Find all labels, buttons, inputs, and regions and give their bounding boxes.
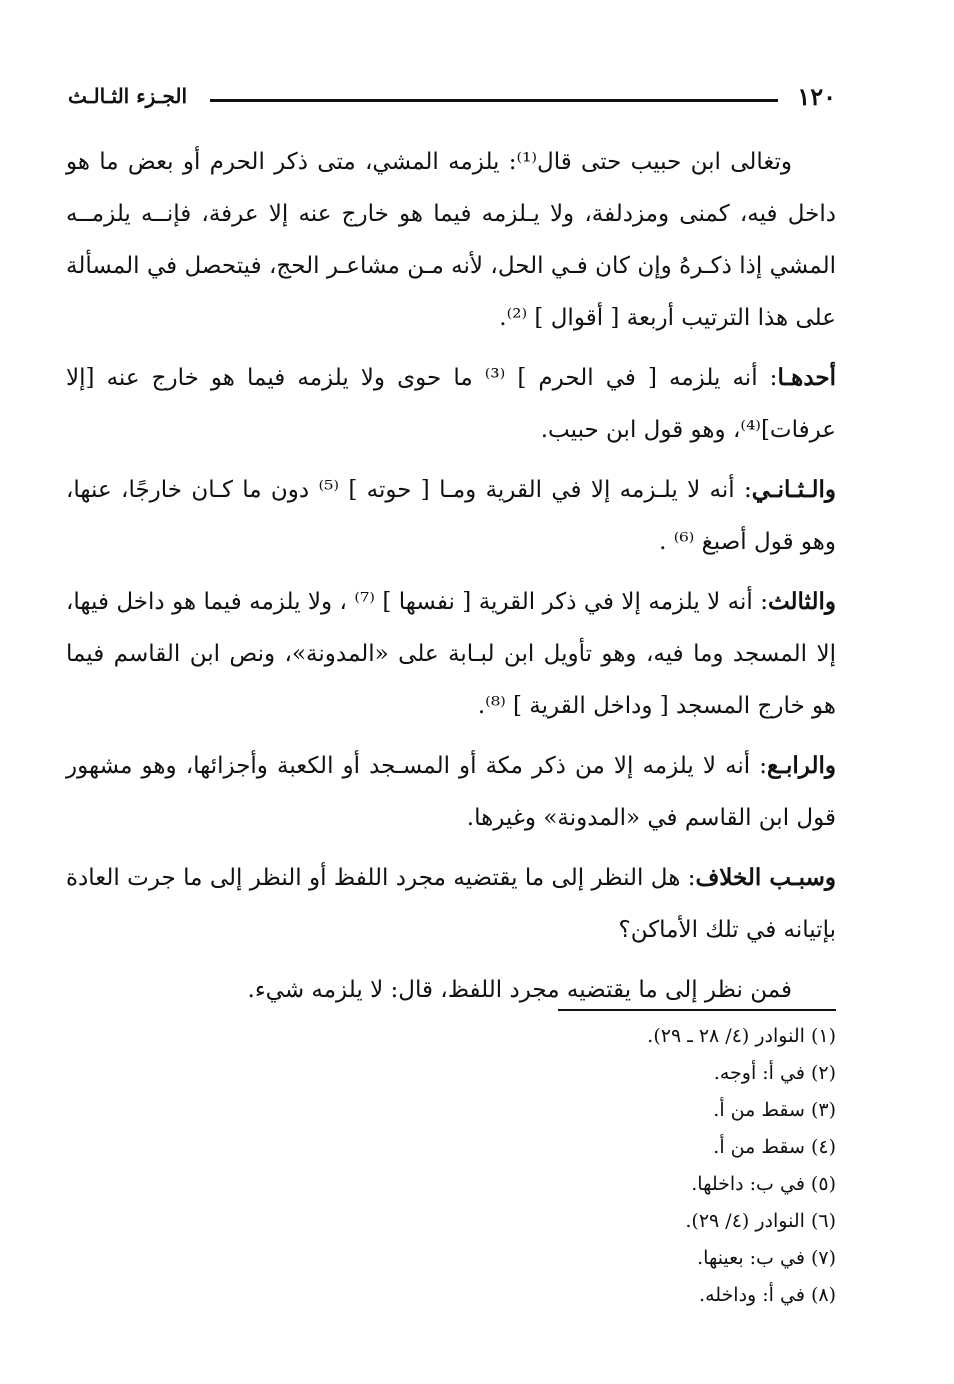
footnote-item: (٥) في ب: داخلها.	[691, 1173, 836, 1195]
footnote-item: (٤) سقط من أ.	[713, 1136, 836, 1158]
paragraph-text: : أنه يلزمه [ في الحرم ] ⁽³⁾ ما حوى ولا يلزمه فيما هو خارج عنه [إلا عرفات]⁽⁴⁾، وهو قول ابن حبيب.	[66, 365, 836, 443]
footnote-item: (٨) في أ: وداخله.	[699, 1284, 836, 1306]
paragraph-second-opinion	[66, 464, 836, 568]
footnote-separator	[558, 1009, 836, 1011]
paragraph-reason-of-dispute	[66, 852, 836, 956]
paragraph-lead: والثالث	[767, 588, 836, 615]
footnote-item: (٢) في أ: أوجه.	[713, 1062, 836, 1084]
paragraph-text: وتغالى ابن حبيب حتى قال⁽¹⁾: يلزمه المشي، متى ذكر الحرم أو بعض ما هو داخل فيه، كمنى ومزدلفة، ولا يـلزمه فيما هو خارج عنه إلا عرفة، فإنــه يلزمــه المشي إذا ذكـرهُ وإن كان فـي الحل، لأنه مـن مشاعـر الحج، فيتحصل في المسألة على هذا الترتيب أربعة [ أقوال ] ⁽²⁾.	[66, 149, 836, 331]
footnote-item: (٧) في ب: بعينها.	[697, 1247, 836, 1269]
main-text	[66, 136, 836, 1024]
header-rule	[210, 99, 778, 102]
page-header	[68, 78, 836, 118]
paragraph-text: : أنه لا يلزمه إلا في ذكر القرية [ نفسها ] ⁽⁷⁾ ، ولا يلزمه فيما هو داخل فيها، إلا المسجد وما فيه، وهو تأويل ابن لبـابة على «المدونة»، ونص ابن القاسم فيما هو خارج المسجد [ وداخل القرية ] ⁽⁸⁾.	[66, 589, 836, 719]
paragraph-text: : أنه لا يلزمه إلا من ذكر مكة أو المسـجد أو الكعبة وأجزائها، وهو مشهور قول ابن القاسم في «المدونة» وغيرها.	[66, 753, 836, 831]
paragraph-text: : هل النظر إلى ما يقتضيه مجرد اللفظ أو النظر إلى ما جرت العادة بإتيانه في تلك الأماكن؟	[66, 865, 836, 943]
footnote-item: (١) النوادر (٤/ ٢٨ ـ ٢٩).	[647, 1025, 836, 1047]
paragraph-lead: والرابـع	[767, 752, 836, 779]
paragraph-text: : أنه لا يلـزمه إلا في القرية ومـا [ حوته ] ⁽⁵⁾ دون ما كـان خارجًا، عنها، وهو قول أصبغ ⁽⁶⁾ .	[66, 477, 836, 555]
page-number: ١٢٠	[797, 82, 836, 111]
paragraph-fourth-opinion	[66, 740, 836, 844]
paragraph-lead: وسبـب الخلاف	[695, 864, 836, 891]
footnote-item: (٦) النوادر (٤/ ٢٩).	[685, 1210, 836, 1232]
paragraph-intro	[66, 136, 836, 344]
paragraph-third-opinion	[66, 576, 836, 732]
paragraph-first-opinion	[66, 352, 836, 456]
paragraph-text: فمن نظر إلى ما يقتضيه مجرد اللفظ، قال: لا يلزمه شيء.	[247, 977, 792, 1003]
paragraph-lead: أحدهـا	[777, 364, 836, 391]
footnote-item: (٣) سقط من أ.	[713, 1099, 836, 1121]
paragraph-lead: والـثـانـي	[751, 476, 836, 503]
footnotes-list	[336, 1018, 836, 1314]
part-title: الجـزء الثـالـث	[68, 84, 188, 108]
